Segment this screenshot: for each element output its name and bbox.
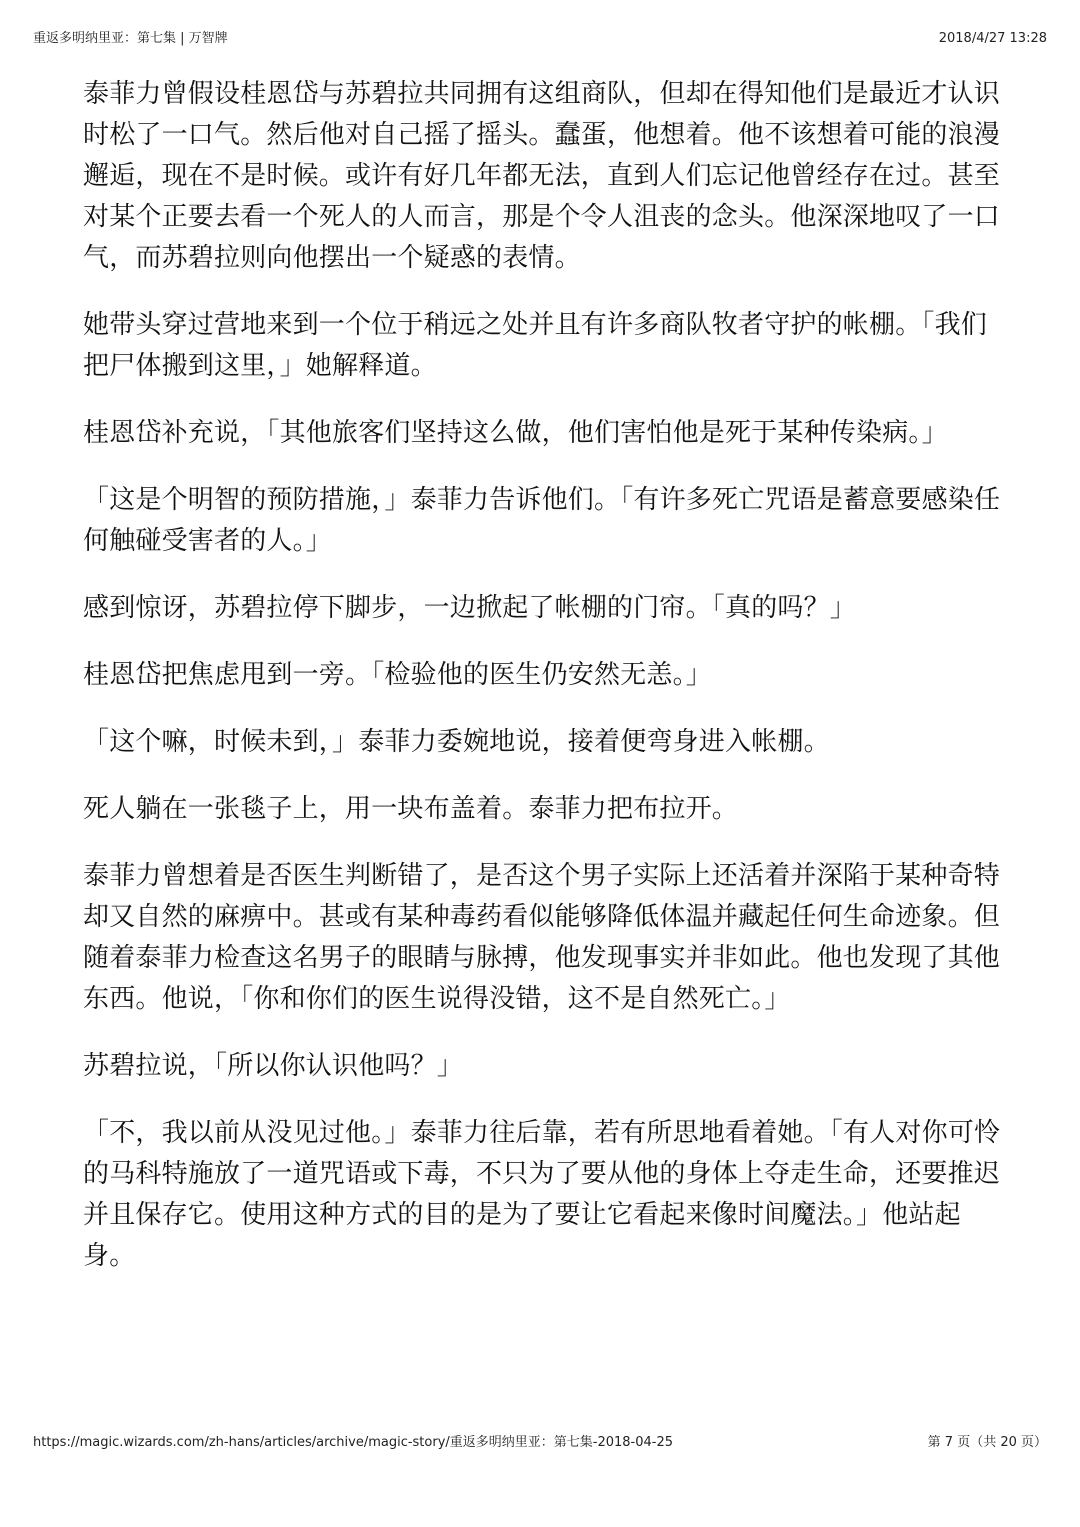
page-footer	[33, 1432, 1047, 1454]
paragraph: 她带头穿过营地来到一个位于稍远之处并且有许多商队牧者守护的帐棚。「我们把尸体搬到这里，」她解释道。	[83, 310, 988, 381]
page-number: 第 7 页（共 20 页）	[927, 1435, 1047, 1450]
print-datetime: 2018/4/27 13:28	[938, 31, 1047, 46]
paragraph: 桂恩岱补充说，「其他旅客们坚持这么做，他们害怕他是死于某种传染病。」	[83, 418, 948, 448]
paragraph: 「这个嘛，时候未到，」泰菲力委婉地说，接着便弯身进入帐棚。	[83, 727, 830, 757]
paragraph: 「这是个明智的预防措施，」泰菲力告诉他们。「有许多死亡咒语是蓄意要感染任何触碰受害者的人。」	[83, 485, 1001, 556]
paragraph: 「不，我以前从没见过他。」泰菲力往后靠，若有所思地看着她。「有人对你可怜的马科特施放了一道咒语或下毒，不只为了要从他的身体上夺走生命，还要推迟并且保存它。使用这种方式的目的是为了要让它看起来像时间魔法。」他站起身。	[83, 1118, 1001, 1271]
paragraph: 泰菲力曾想着是否医生判断错了，是否这个男子实际上还活着并深陷于某种奇特却又自然的麻痹中。甚或有某种毒药看似能够降低体温并藏起任何生命迹象。但随着泰菲力检查这名男子的眼睛与脉搏，他发现事实并非如此。他也发现了其他东西。他说，「你和你们的医生说得没错，这不是自然死亡。」	[83, 861, 1001, 1014]
paragraph: 死人躺在一张毯子上，用一块布盖着。泰菲力把布拉开。	[83, 794, 739, 824]
paragraph: 感到惊讶，苏碧拉停下脚步，一边掀起了帐棚的门帘。「真的吗？」	[83, 593, 857, 623]
article-body	[83, 74, 1003, 1303]
paragraph: 桂恩岱把焦虑甩到一旁。「检验他的医生仍安然无恙。」	[83, 660, 713, 690]
document-title: 重返多明纳里亚：第七集 | 万智牌	[33, 31, 228, 46]
paragraph: 苏碧拉说，「所以你认识他吗？」	[83, 1051, 464, 1081]
source-url[interactable]: https://magic.wizards.com/zh-hans/articles/archive/magic-story/重返多明纳里亚：第七集-2018-04-25	[33, 1435, 674, 1450]
paragraph: 泰菲力曾假设桂恩岱与苏碧拉共同拥有这组商队，但却在得知他们是最近才认识时松了一口气。然后他对自己摇了摇头。蠢蛋，他想着。他不该想着可能的浪漫邂逅，现在不是时候。或许有好几年都无法，直到人们忘记他曾经存在过。甚至对某个正要去看一个死人的人而言，那是个令人沮丧的念头。他深深地叹了一口气，而苏碧拉则向他摆出一个疑惑的表情。	[83, 79, 1001, 273]
page-header	[33, 28, 1047, 50]
